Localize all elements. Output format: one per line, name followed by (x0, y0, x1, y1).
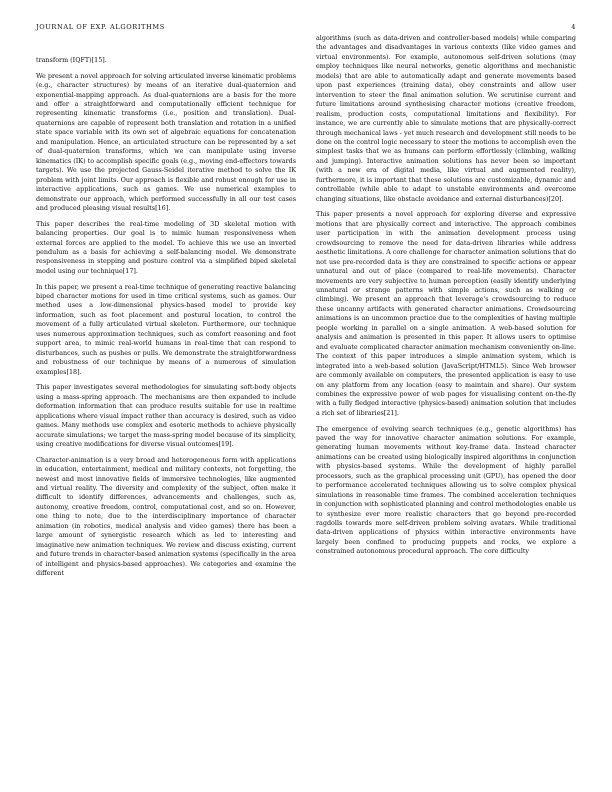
paragraph: In this paper, we present a real-time technique of generating reactive balancing biped character motions for used in time critical systems, such as games. Our method uses a low-dimensional physics-based model to provide key information, such as foot placement and postural location, to control the movement of a fully articulated virtual skeleton. Furthermore, our technique uses numerous approximation techniques, such as comfort reasoning and foot support area, to mimic real-world humans in real-time that can respond to disturbances, such as pushes or pulls. We demonstrate the straightforwardness and robustness of our technique by means of a numerous of simulation examples[18]. (36, 282, 296, 376)
paragraph: We present a novel approach for solving articulated inverse kinematic problems (e.g., character structures) by means of an iterative dual-quaternion and exponential-mapping approach. As dual-quaternions are a basis for the more and offer a straightforward and computationally efficient technique for representing kinematic transforms (i.e., position and translation). Dual-quaternions are capable of represent both translation and rotation in a unified state space variable with its own set of algebraic equations for concatenation and manipulation. Hence, an articulated structure can be represented by a set of dual-quaternion transforms, which we can manipulate using inverse kinematics (IK) to accomplish specific goals (e.g., moving end-effectors towards targets). We use the projected Gauss-Seidel iterative method to solve the IK problem with joint limits. Our approach is flexible and robust enough for use in interactive applications, such as games. We use numerical examples to demonstrate our approach, which performed successfully in all our test cases and produced pleasing visual results[16]. (36, 71, 296, 212)
paragraph: This paper presents a novel approach for exploring diverse and expressive motions that are physically correct and interactive. The approach combines user participation in with the animation development process using crowdsourcing to remove the need for data-driven libraries while address aesthetic limitations. A core challenge for character animation solutions that do not use pre-recorded data is they are constrained to specific actions or appear unnatural and out of place (compared to real-life movements). Character movements are very subjective to human perception (easily identify underlying unnatural or strange patterns with simple actions, such as walking or climbing). We present an approach that leverage's crowdsourcing to reduce these uncanny artifacts with generated character animations. Crowdsourcing animations is an uncommon practice due to the complexities of having multiple people working in parallel on a single animation. A web-based solution for analysis and animation is presented in this paper. It allows users to optimise and evaluate complicated character animation mechanism conveniently on-line. The context of this paper introduces a simple animation system, which is integrated into a web-based solution (JavaScript/HTML5). Since Web browser are commonly available on computers, the presented application is easy to use on any platform from any location (easy to maintain and share). Our system combines the expressive power of web pages for visualising content on-the-fly with a fully fledged interactive (physics-based) animation solution that includes a rich set of libraries[21]. (316, 210, 576, 417)
right-column (316, 34, 576, 563)
paragraph: algorithms (such as data-driven and controller-based models) while comparing the advantages and disadvantages in various contexts (like video games and virtual environments). For example, autonomous self-driven solutions (may employ techniques like neural networks, genetic algorithms and mechanistic models) that are able to automatically adapt and generate movements based upon past experiences (training data), obey constraints and allow user intervention to steer the final animation solution. We scrutinise current and future limitations around synthesising character motions (creative freedom, realism, production costs, computational limitations and flexibility). For instance, we are currently able to simulate motions that are physically-correct through mechanical laws - yet much research and development still needs to be done on the control logic necessary to steer the motions to accomplish even the simplest tasks that we as humans can perform effortlessly (climbing, walking and jumping). Interactive animation solutions has never been so important (with a new era of digital media, like virtual and augmented reality), furthermore, it is important that these solutions are customizable, dynamic and controllable (while able to adapt to unstable environments and overcome changing situations, like obstacle avoidance and external disturbances)[20]. (316, 34, 576, 203)
paragraph: This paper investigates several methodologies for simulating soft-body objects using a mass-spring approach. The mechanisms are then expanded to include deformation information that can produce results suitable for use in realtime applications where visual impact rather than accuracy is desired, such as video games. Many methods use complex and esoteric methods to achieve physically accurate simulations; we target the mass-spring model because of its simplicity, using creative modifications for diverse visual outcomes[19]. (36, 383, 296, 448)
journal-name: JOURNAL OF EXP. ALGORITHMS (36, 23, 165, 31)
paragraph: The emergence of evolving search techniques (e.g., genetic algorithms) has paved the way for innovative character animation solutions. For example, generating human movements without key-frame data. Instead character animations can be created using biologically inspired algorithms in conjunction with physics-based systems. While the development of highly parallel processors, such as the graphical processing unit (GPU), has opened the door to performance accelerated techniques allowing us to solve complex physical simulations in reasonable time frames. The combined acceleration techniques in conjunction with sophisticated planning and control methodologies enable us to synthesize ever more realistic characters that go beyond pre-recorded ragdolls towards more self-driven problem solving avatars. While traditional data-driven applications of physics within interactive environments have largely been confined to producing puppets and rocks, we explore a constrained autonomous procedural approach. The core difficulty (316, 424, 576, 556)
left-column (36, 56, 296, 585)
paragraph: transform (IQFT)[15]. (36, 56, 107, 64)
page-number: 4 (571, 23, 576, 31)
paragraph: Character-animation is a very broad and heterogeneous form with applications in education, entertainment, medical and military contexts, not forgetting, the newest and most innovative fields of immersive technologies, like augmented and virtual reality. The diversity and complexity of the subject, often make it difficult to identify differences, advancements and challenges, such as, autonomy, creative freedom, control, computational cost, and so on. However, one thing to note, due to the interdisciplinary importance of character animation (in robotics, medical analysis and video games) there has been a large amount of synergistic research which as led to interesting and imaginative new animation techniques. We review and discuss existing, current and future trends in character-based animation systems (specifically in the area of intelligent and physics-based approaches). We categories and examine the different (36, 455, 296, 578)
paragraph: This paper describes the real-time modeling of 3D skeletal motion with balancing properties. Our goal is to mimic human responsiveness when external forces are applied to the model. To achieve this we use an inverted pendulum as a basis for achieving a self-balancing model. We demonstrate responsiveness in stepping and posture control via a simplified biped skeletal model using our technique[17]. (36, 219, 296, 275)
